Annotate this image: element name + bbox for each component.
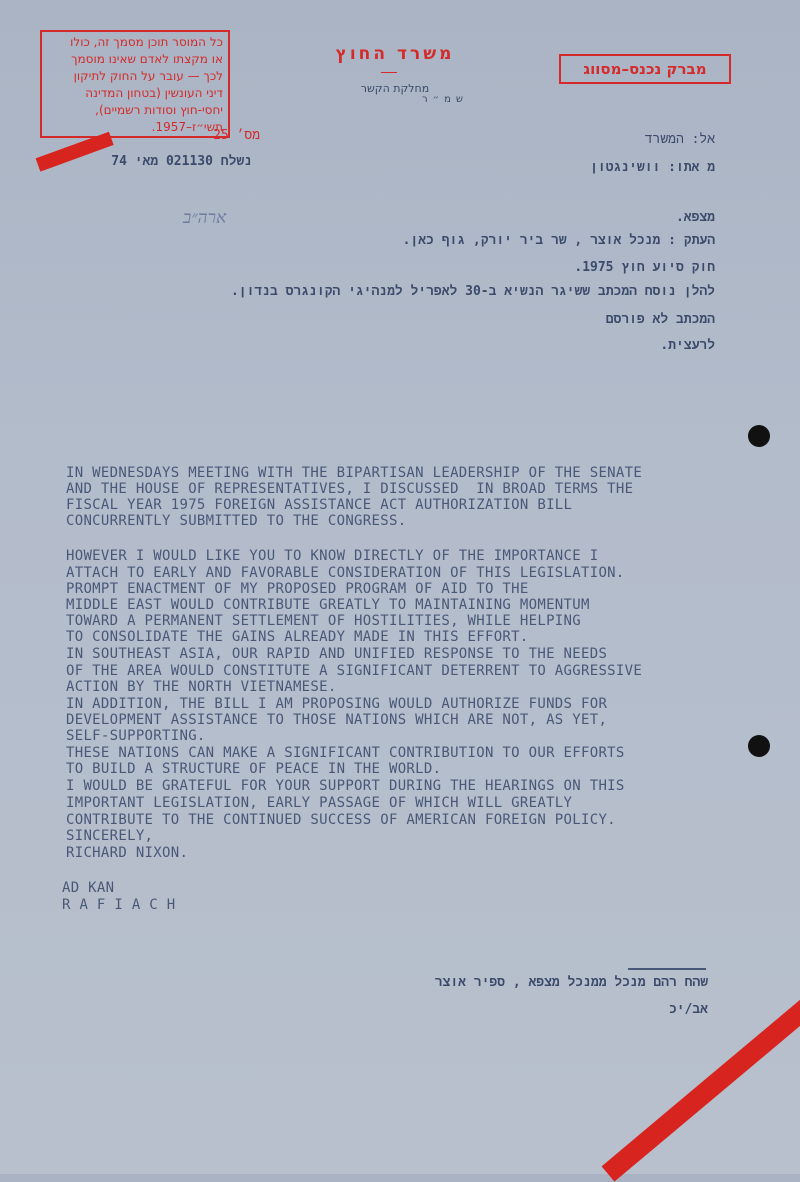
legal-notice-line: לכך — עובר על החוק לתיקון — [73, 69, 223, 83]
body-line: FISCAL YEAR 1975 FOREIGN ASSISTANCE ACT AUTHORIZATION BILL — [66, 497, 573, 513]
body-line: IN WEDNESDAYS MEETING WITH THE BIPARTISAN LEADERSHIP OF THE SENATE — [66, 465, 643, 481]
classification-stamp: מברק נכנס–מסווג — [559, 54, 731, 84]
letterhead-rule — [381, 72, 397, 73]
hebrew-line: חוק סיוע חוץ 1975. — [574, 260, 715, 275]
body-line: HOWEVER I WOULD LIKE YOU TO KNOW DIRECTLY OF THE IMPORTANCE I — [66, 548, 599, 564]
closing-line: AD KAN — [62, 880, 115, 896]
punch-hole — [748, 425, 770, 447]
body-line: IMPORTANT LEGISLATION, EARLY PASSAGE OF WHICH WILL GREATLY — [66, 795, 573, 811]
red-marker-stroke — [602, 998, 800, 1182]
hebrew-line: להלן נוסח המכתב ששיגר הנשיא ב-30 לאפריל למנהיגי הקונגרס בנדון. — [230, 284, 715, 299]
hebrew-line: מצפא. — [675, 210, 715, 225]
body-line: CONCURRENTLY SUBMITTED TO THE CONGRESS. — [66, 513, 407, 529]
body-line: OF THE AREA WOULD CONSTITUTE A SIGNIFICANT DETERRENT TO AGGRESSIVE — [66, 663, 643, 679]
division-title: מחלקת הקשר — [360, 82, 430, 95]
legal-notice-stamp — [40, 30, 230, 138]
body-line: RICHARD NIXON. — [66, 845, 189, 861]
body-line: SELF-SUPPORTING. — [66, 728, 206, 744]
legal-notice-line: יחסי-חוץ וסודות רשמיים), — [95, 103, 223, 117]
body-line: SINCERELY, — [66, 828, 154, 844]
closing-signature: R A F I A C H — [62, 897, 176, 913]
handwritten-note: ארה״ב — [183, 208, 227, 228]
hebrew-line: לרעצית. — [660, 338, 715, 353]
hebrew-line: העתק : מנכל אוצר , שר ביר יורק, גוף כאן. — [402, 233, 715, 248]
ministry-title: משרד החוץ — [335, 44, 455, 64]
distribution-line: שהח רהם מנכל ממנכל מצפא , ספיר אוצר — [434, 975, 708, 990]
body-line: IN SOUTHEAST ASIA, OUR RAPID AND UNIFIED RESPONSE TO THE NEEDS — [66, 646, 608, 662]
body-line: TOWARD A PERMANENT SETTLEMENT OF HOSTILITIES, WHILE HELPING — [66, 613, 581, 629]
legal-notice-line: כל המוסר תוכן מסמך זה, כולו — [70, 35, 223, 49]
body-line: AND THE HOUSE OF REPRESENTATIVES, I DISCUSSED IN BROAD TERMS THE — [66, 481, 634, 497]
hebrew-line: המכתב לא פורסם — [605, 312, 715, 327]
body-line: PROMPT ENACTMENT OF MY PROPOSED PROGRAM OF AID TO THE — [66, 581, 529, 597]
legal-notice-line: או מקצתו לאדם שאינו מוסמך — [71, 52, 223, 66]
legal-notice-line: תשי״ז–1957. — [151, 120, 223, 134]
body-line: IN ADDITION, THE BILL I AM PROPOSING WOULD AUTHORIZE FUNDS FOR — [66, 696, 608, 712]
body-line: MIDDLE EAST WOULD CONTRIBUTE GREATLY TO MAINTAINING MOMENTUM — [66, 597, 590, 613]
body-line: THESE NATIONS CAN MAKE A SIGNIFICANT CONTRIBUTION TO OUR EFFORTS — [66, 745, 625, 761]
legal-notice-line: דיני העונשין (בטחון המדינה — [85, 86, 223, 100]
to-line: אל: המשרד — [644, 132, 715, 147]
body-line: I WOULD BE GRATEFUL FOR YOUR SUPPORT DURING THE HEARINGS ON THIS — [66, 778, 625, 794]
initials: אב/יכ — [668, 1002, 708, 1017]
division-subtitle: שמ״ר — [422, 94, 468, 105]
body-line: ACTION BY THE NORTH VIETNAMESE. — [66, 679, 337, 695]
punch-hole — [748, 735, 770, 757]
body-line: ATTACH TO EARLY AND FAVORABLE CONSIDERATION OF THIS LEGISLATION. — [66, 565, 625, 581]
body-line: TO CONSOLIDATE THE GAINS ALREADY MADE IN THIS EFFORT. — [66, 629, 529, 645]
serial-number: מס׳ 25 — [213, 128, 260, 143]
body-line: TO BUILD A STRUCTURE OF PEACE IN THE WORLD. — [66, 761, 442, 777]
body-line: DEVELOPMENT ASSISTANCE TO THOSE NATIONS WHICH ARE NOT, AS YET, — [66, 712, 608, 728]
from-line: מ אתו: וושינגטון — [590, 160, 715, 175]
sent-line: נשלח 021130 מאי 74 — [111, 154, 252, 169]
body-line: CONTRIBUTE TO THE CONTINUED SUCCESS OF AMERICAN FOREIGN POLICY. — [66, 812, 616, 828]
signature-rule — [628, 968, 706, 970]
